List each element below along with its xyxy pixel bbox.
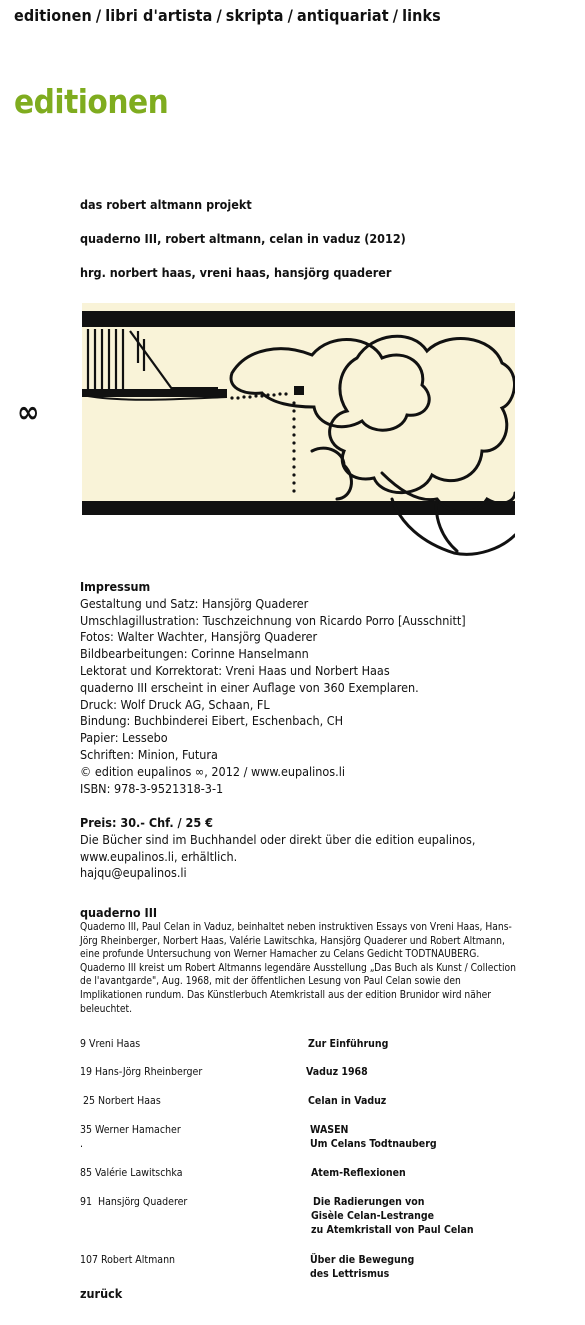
impressum-line: Papier: Lessebo (80, 730, 168, 746)
price-heading: Preis: 30.- Chf. / 25 € (80, 815, 213, 830)
toc-author (80, 1123, 181, 1151)
project-title: das robert altmann projekt (80, 197, 252, 212)
toc-author-text: 91 Hansjörg Quaderer (80, 1196, 188, 1208)
back-link[interactable]: zurück (80, 1286, 123, 1301)
nav-links[interactable]: links (402, 6, 441, 25)
nav-antiquariat[interactable]: antiquariat (296, 6, 389, 25)
toc-title-text: Die Radierungen von (313, 1196, 425, 1208)
nav-separator: / (392, 6, 399, 25)
quaderno-heading (80, 905, 157, 922)
toc-title (308, 1094, 386, 1108)
toc-title-text: Celan in Vaduz (308, 1095, 387, 1107)
toc-author (80, 1166, 183, 1180)
editors-line: hrg. norbert haas, vreni haas, hansjörg quaderer (80, 265, 392, 280)
impressum-line: Bindung: Buchbinderei Eibert, Eschenbach, CH (80, 713, 344, 729)
toc-title-text: WASEN (310, 1124, 349, 1136)
cover-illustration (82, 303, 515, 560)
impressum-line: Fotos: Walter Wachter, Hansjörg Quaderer (80, 629, 318, 645)
impressum-line: Schriften: Minion, Futura (80, 746, 218, 762)
impressum-heading: Impressum (80, 579, 151, 594)
price-line: Die Bücher sind im Buchhandel oder direkt über die edition eupalinos, (80, 831, 476, 847)
toc-title (310, 1253, 414, 1281)
toc-title-text: des Lettrismus (310, 1268, 390, 1280)
nav-separator: / (287, 6, 293, 25)
toc-author (80, 1253, 175, 1267)
section-title: editionen (14, 82, 169, 121)
toc-title (311, 1195, 474, 1237)
copyright-line: © edition eupalinos ∞, 2012 / www.eupalinos.li (80, 763, 345, 779)
toc-title (306, 1065, 368, 1079)
toc-author-text: . (80, 1138, 83, 1150)
impressum-line: Lektorat und Korrektorat: Vreni Haas und Norbert Haas (80, 662, 390, 678)
toc-title-text: Vaduz 1968 (306, 1066, 368, 1078)
toc-title-text: Gisèle Celan-Lestrange (311, 1210, 435, 1222)
nav-separator: / (95, 6, 102, 25)
toc-author (80, 1065, 202, 1079)
infinity-logo: ∞ (17, 395, 40, 430)
impressum-line: Bildbearbeitungen: Corinne Hanselmann (80, 646, 309, 662)
quaderno-description: Quaderno III, Paul Celan in Vaduz, beinhaltet neben instruktiven Essays von Vreni Haas, Hans-Jörg Rheinberger, Norbert Haas, Valérie Lawitschka, Hansjörg Quaderer und Robert Altmann, eine profunde Untersuchung von Werner Hamacher zu Celans Gedicht TODTNAUBERG. Quaderno III kreist um Robert Altmanns legendäre Ausstellung „Das Buch als Kunst / Collection de l'avantgarde", Aug. 1968, mit der öffentlichen Lesung von Paul Celan sowie den Implikationen rundum. Das Künstlerbuch Atemkristall aus der edition Brunidor wird näher beleuchtet. (80, 922, 516, 1015)
nav-editionen[interactable]: editionen (14, 6, 92, 25)
toc-author-text: 25 Norbert Haas (80, 1095, 161, 1107)
toc-author-text: 107 Robert Altmann (80, 1254, 176, 1266)
toc-title (311, 1166, 406, 1180)
book-title: quaderno III, robert altmann, celan in vaduz (2012) (80, 231, 406, 246)
toc-title-text: Atem-Reflexionen (311, 1167, 406, 1179)
quaderno-heading-text: quaderno III (80, 905, 158, 920)
main-nav (14, 6, 441, 25)
email-link[interactable]: hajqu@eupalinos.li (80, 865, 187, 881)
price-block (80, 815, 475, 882)
isbn-line: ISBN: 978-3-9521318-3-1 (80, 780, 224, 796)
toc-author-text: 9 Vreni Haas (80, 1038, 141, 1050)
website-link[interactable]: www.eupalinos.li, erhältlich. (80, 848, 238, 864)
nav-separator: / (216, 6, 222, 25)
toc-author-text: 35 Werner Hamacher (80, 1124, 181, 1136)
toc-author-text: 85 Valérie Lawitschka (80, 1167, 183, 1179)
toc-author (80, 1195, 187, 1209)
impressum-line: Gestaltung und Satz: Hansjörg Quaderer (80, 595, 309, 611)
impressum-block (80, 579, 466, 797)
toc-title-text: Um Celans Todtnauberg (310, 1138, 437, 1150)
toc-title-text: Über die Bewegung (310, 1254, 415, 1266)
toc-title-text: Zur Einführung (308, 1038, 389, 1050)
toc-title-text: zu Atemkristall von Paul Celan (311, 1224, 474, 1236)
toc-title (310, 1123, 437, 1151)
toc-title (308, 1037, 388, 1051)
toc-author-text: 19 Hans-Jörg Rheinberger (80, 1066, 203, 1078)
impressum-line: Druck: Wolf Druck AG, Schaan, FL (80, 696, 270, 712)
nav-skripta[interactable]: skripta (225, 6, 284, 25)
impressum-line: Umschlagillustration: Tuschzeichnung von Ricardo Porro [Ausschnitt] (80, 612, 466, 628)
toc-author (80, 1037, 140, 1051)
impressum-line: quaderno III erscheint in einer Auflage von 360 Exemplaren. (80, 679, 419, 695)
nav-libri-dartista[interactable]: libri d'artista (105, 6, 213, 25)
toc-author (80, 1094, 161, 1108)
